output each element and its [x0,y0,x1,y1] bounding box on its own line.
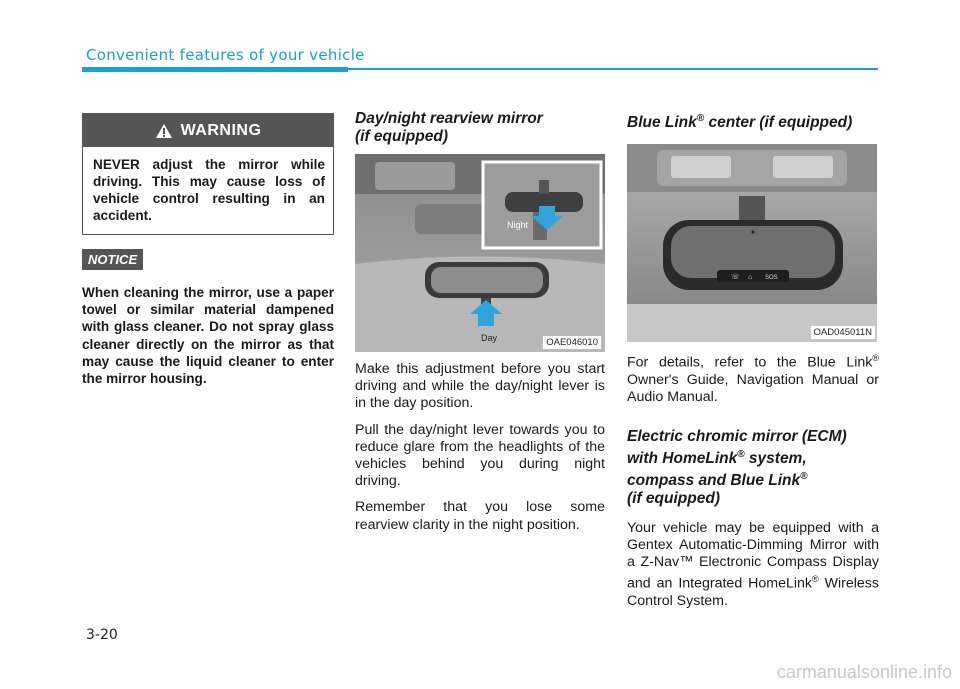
sos-button: SOS [765,275,778,282]
ecm-heading: Electric chromic mirror (ECM) with HomeLink® system, compass and Blue Link® (if equipped) [627,427,847,507]
notice-text: When cleaning the mirror, use a paper towel or similar material dampened with glass cleaner. Do not spray glass cleaner directly on the mirror as that may cause the liquid cleaner to enter the mirror housing. [82,285,334,387]
blue-link-para: For details, refer to the Blue Link® Owner's Guide, Navigation Manual or Audio Manual. [627,353,879,406]
day-night-para-3: Remember that you lose some rearview clarity in the night position. [355,499,605,533]
blue-link-heading: Blue Link® center (if equipped) [627,113,853,132]
blue-link-mirror-figure [627,144,879,342]
notice-badge: NOTICE [82,249,143,270]
day-label: Day [481,333,498,343]
warning-label: WARNING [180,121,262,139]
right-column [627,110,879,620]
section-title: Convenient features of your vehicle [86,46,365,64]
header-accent-bar [82,67,348,72]
page-number: 3-20 [86,627,118,643]
warning-box [82,113,334,235]
night-label: Night [507,220,529,230]
day-night-para-2: Pull the day/night lever towards you to reduce glare from the headlights of the vehicles behind you during night driving. [355,421,605,490]
day-night-para-1: Make this adjustment before you start driving and while the day/night lever is in the day position. [355,361,605,412]
header-rule [348,68,878,70]
home-button-icon: ⌂ [748,274,753,282]
watermark: carmanualsonline.info [776,662,952,682]
warning-header [83,114,333,147]
figure-code: OAD045011N [811,326,875,339]
warning-text: NEVER adjust the mirror while driving. This may cause loss of vehicle control resulting in an accident. [93,157,325,223]
ecm-para: Your vehicle may be equipped with a Gentex Automatic-Dimming Mirror with a Z-Nav™ Electronic Compass Display and an Integrated HomeLink® Wireless Control System. [627,519,879,610]
warning-triangle-icon [155,123,173,139]
middle-column [355,110,605,543]
left-column [82,113,334,387]
day-night-mirror-figure [355,154,605,352]
day-night-heading: Day/night rearview mirror (if equipped) [355,110,543,145]
call-button-icon: ☏ [731,274,740,282]
figure-code: OAE046010 [543,336,601,349]
